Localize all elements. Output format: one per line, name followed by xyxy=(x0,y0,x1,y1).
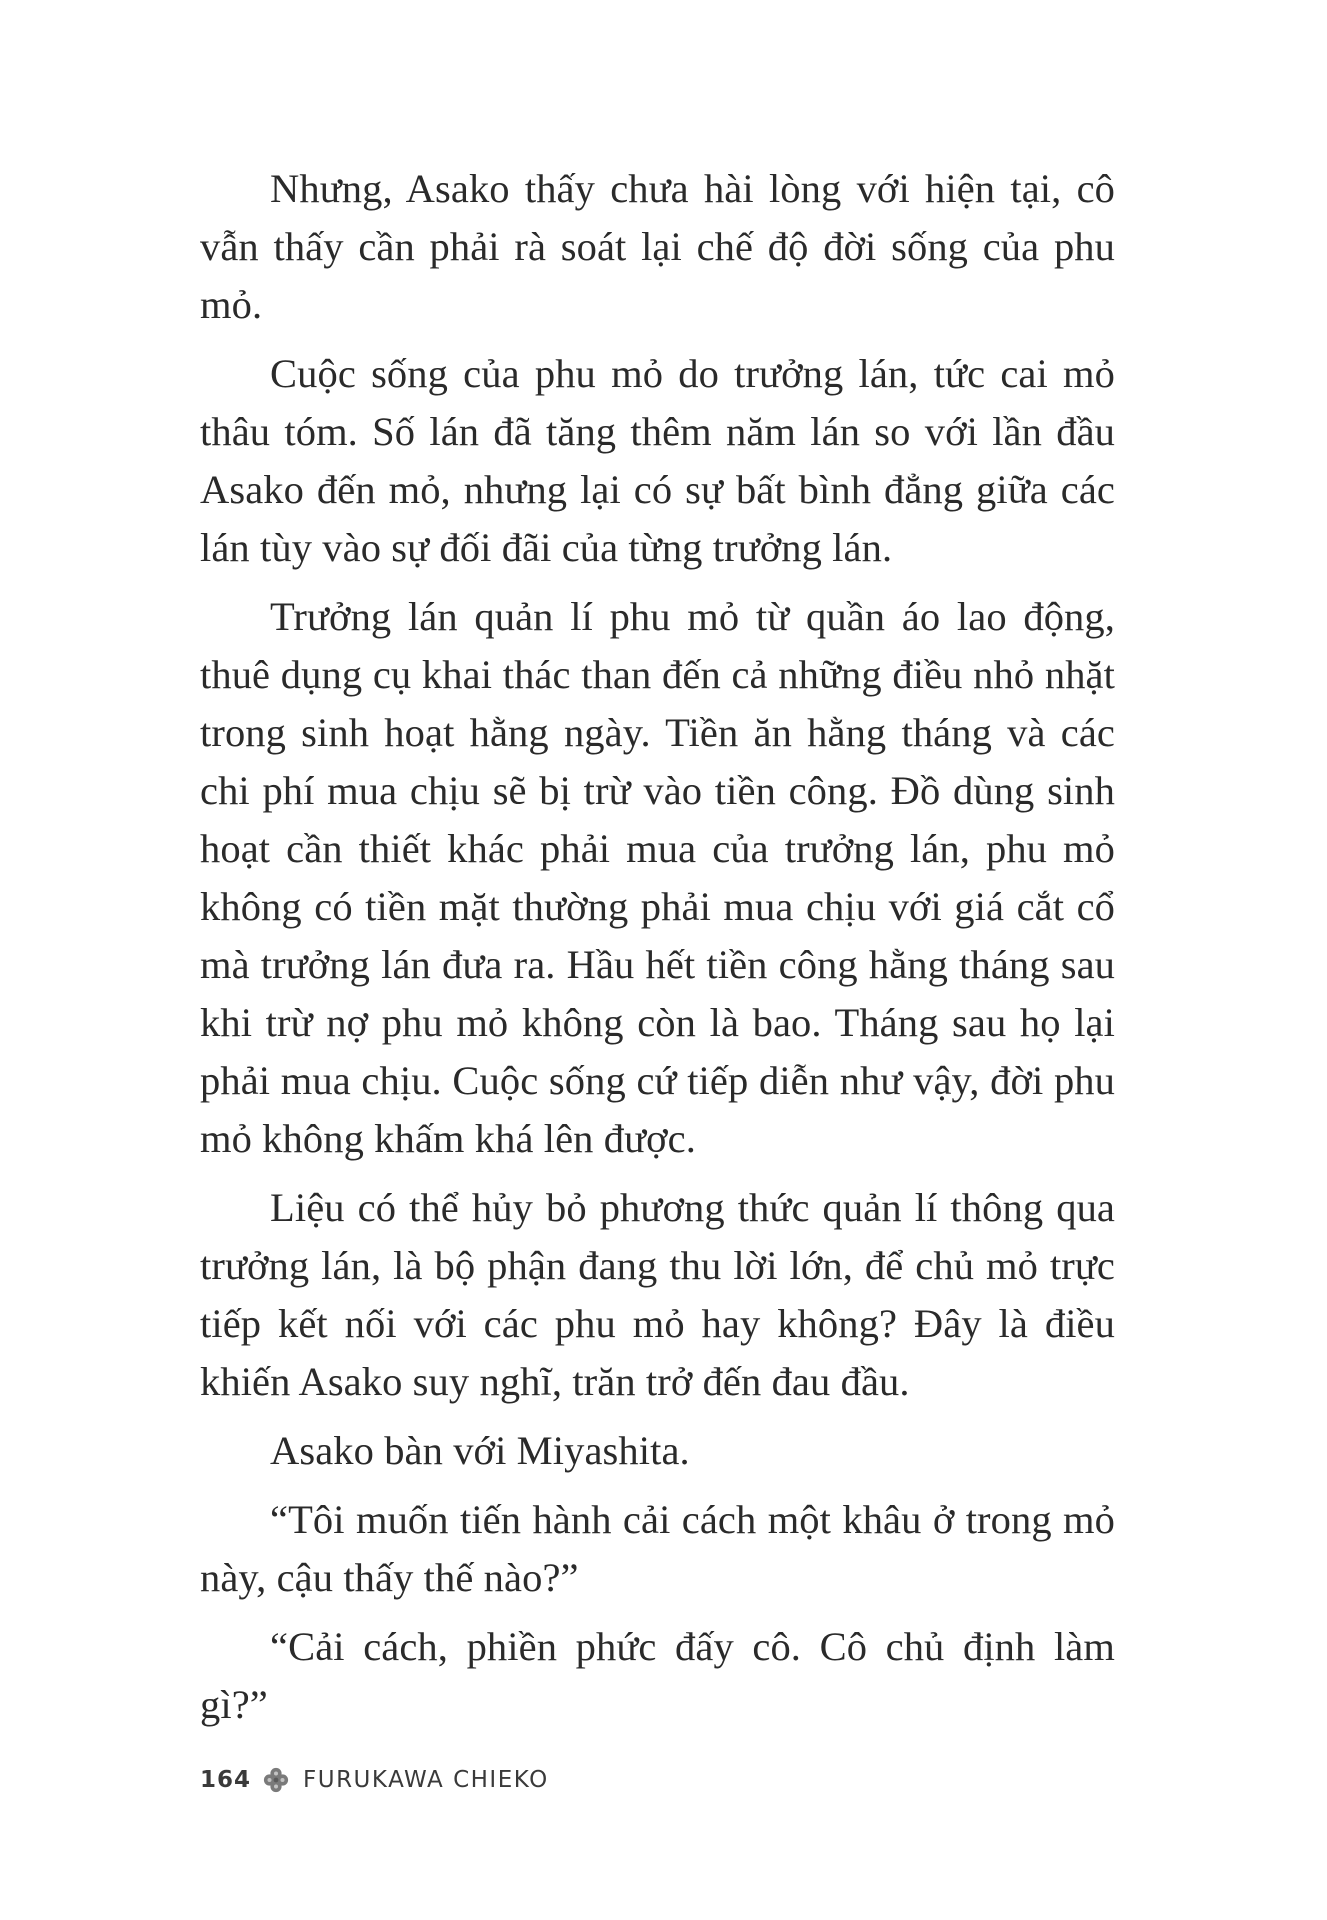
body-text xyxy=(200,160,1115,1745)
clover-icon xyxy=(261,1765,291,1795)
author-name: FURUKAWA CHIEKO xyxy=(303,1767,549,1793)
paragraph: Trưởng lán quản lí phu mỏ từ quần áo lao động, thuê dụng cụ khai thác than đến cả những điều nhỏ nhặt trong sinh hoạt hằng ngày. Tiền ăn hằng tháng và các chi phí mua chịu sẽ bị trừ vào tiền công. Đồ dùng sinh hoạt cần thiết khác phải mua của trưởng lán, phu mỏ không có tiền mặt thường phải mua chịu với giá cắt cổ mà trưởng lán đưa ra. Hầu hết tiền công hằng tháng sau khi trừ nợ phu mỏ không còn là bao. Tháng sau họ lại phải mua chịu. Cuộc sống cứ tiếp diễn như vậy, đời phu mỏ không khấm khá lên được. xyxy=(200,594,1115,1161)
paragraph: Nhưng, Asako thấy chưa hài lòng với hiện tại, cô vẫn thấy cần phải rà soát lại chế độ đời sống của phu mỏ. xyxy=(200,166,1115,327)
paragraph: “Tôi muốn tiến hành cải cách một khâu ở trong mỏ này, cậu thấy thế nào?” xyxy=(200,1497,1115,1600)
page-number: 164 xyxy=(200,1767,252,1793)
paragraph: “Cải cách, phiền phức đấy cô. Cô chủ định làm gì?” xyxy=(200,1624,1115,1727)
paragraph: Liệu có thể hủy bỏ phương thức quản lí thông qua trưởng lán, là bộ phận đang thu lời lớn, để chủ mỏ trực tiếp kết nối với các phu mỏ hay không? Đây là điều khiến Asako suy nghĩ, trăn trở đến đau đầu. xyxy=(200,1185,1115,1404)
paragraph: Cuộc sống của phu mỏ do trưởng lán, tức cai mỏ thâu tóm. Số lán đã tăng thêm năm lán so với lần đầu Asako đến mỏ, nhưng lại có sự bất bình đẳng giữa các lán tùy vào sự đối đãi của từng trưởng lán. xyxy=(200,351,1115,570)
page-footer xyxy=(200,1765,549,1795)
paragraph: Asako bàn với Miyashita. xyxy=(270,1428,690,1473)
